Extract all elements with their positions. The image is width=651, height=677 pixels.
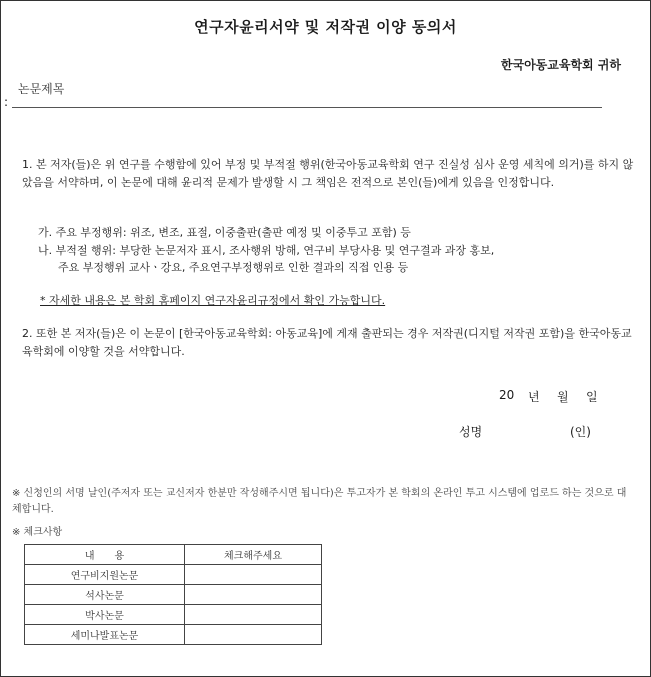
checklist-header-content: 내 용 <box>25 545 185 565</box>
thesis-title-label: 논문제목 <box>18 82 65 96</box>
item-b-continued: 주요 부정행위 교사ㆍ강요, 주요연구부정행위로 인한 결과의 직접 인용 등 <box>58 261 409 274</box>
checklist-row-check-cell[interactable] <box>185 625 322 645</box>
checklist-title: ※ 체크사항 <box>12 527 63 538</box>
thesis-title-field[interactable] <box>12 107 602 108</box>
checklist-header-check: 체크해주세요 <box>185 545 322 565</box>
ethics-note: * 자세한 내용은 본 학회 홈페이지 연구자윤리규정에서 확인 가능합니다. <box>40 294 386 307</box>
checklist-row-check-cell[interactable] <box>185 565 322 585</box>
checklist-row-check-cell[interactable] <box>185 585 322 605</box>
checklist-table <box>24 544 322 645</box>
submission-footnote: ※ 신청인의 서명 날인(주저자 또는 교신저자 한분만 작성해주시면 됩니다)은 투고자가 본 학회의 온라인 투고 시스템에 업로드 하는 것으로 대체합니다. <box>12 488 627 515</box>
date-year: 년 <box>528 390 540 404</box>
checklist-row <box>25 565 322 585</box>
checklist-row <box>25 585 322 605</box>
item-a: 가. 주요 부정행위: 위조, 변조, 표절, 이중출판(출판 예정 및 이중투고 포함) 등 <box>38 226 411 239</box>
checklist-row-label: 세미나발표논문 <box>25 625 185 645</box>
checklist-row-check-cell[interactable] <box>185 605 322 625</box>
checklist-header-row <box>25 545 322 565</box>
addressee: 한국아동교육학회 귀하 <box>500 58 621 72</box>
date-day: 일 <box>586 390 598 404</box>
clause-2: 2. 또한 본 저자(들)은 이 논문이 [한국아동교육학회: 아동교육]에 게재 출판되는 경우 저작권(디지털 저작권 포함)을 한국아동교육학회에 이양할 것을 서약합니다. <box>22 327 632 358</box>
signature-label: 성명 <box>459 425 483 439</box>
checklist-row-label: 박사논문 <box>25 605 185 625</box>
date-year-prefix: 20 <box>499 388 515 402</box>
document-title: 연구자윤리서약 및 저작권 이양 동의서 <box>194 18 457 36</box>
checklist-row-label: 연구비지원논문 <box>25 565 185 585</box>
checklist-row <box>25 605 322 625</box>
checklist-row <box>25 625 322 645</box>
date-month: 월 <box>557 390 569 404</box>
checklist-row-label: 석사논문 <box>25 585 185 605</box>
item-b: 나. 부적절 행위: 부당한 논문저자 표시, 조사행위 방해, 연구비 부당사용 및 연구결과 과장 홍보, <box>38 243 495 257</box>
thesis-title-colon: : <box>4 95 9 109</box>
clause-1: 1. 본 저자(들)은 위 연구를 수행함에 있어 부정 및 부적절 행위(한국아동교육학회 연구 진실성 심사 운영 세칙에 의거)를 하지 않았음을 서약하며, 이 논문에 대해 윤리적 문제가 발생할 시 그 책임은 전적으로 본인(들)에게 있음을 인정합니다. <box>22 158 634 189</box>
signature-seal: (인) <box>570 425 591 439</box>
